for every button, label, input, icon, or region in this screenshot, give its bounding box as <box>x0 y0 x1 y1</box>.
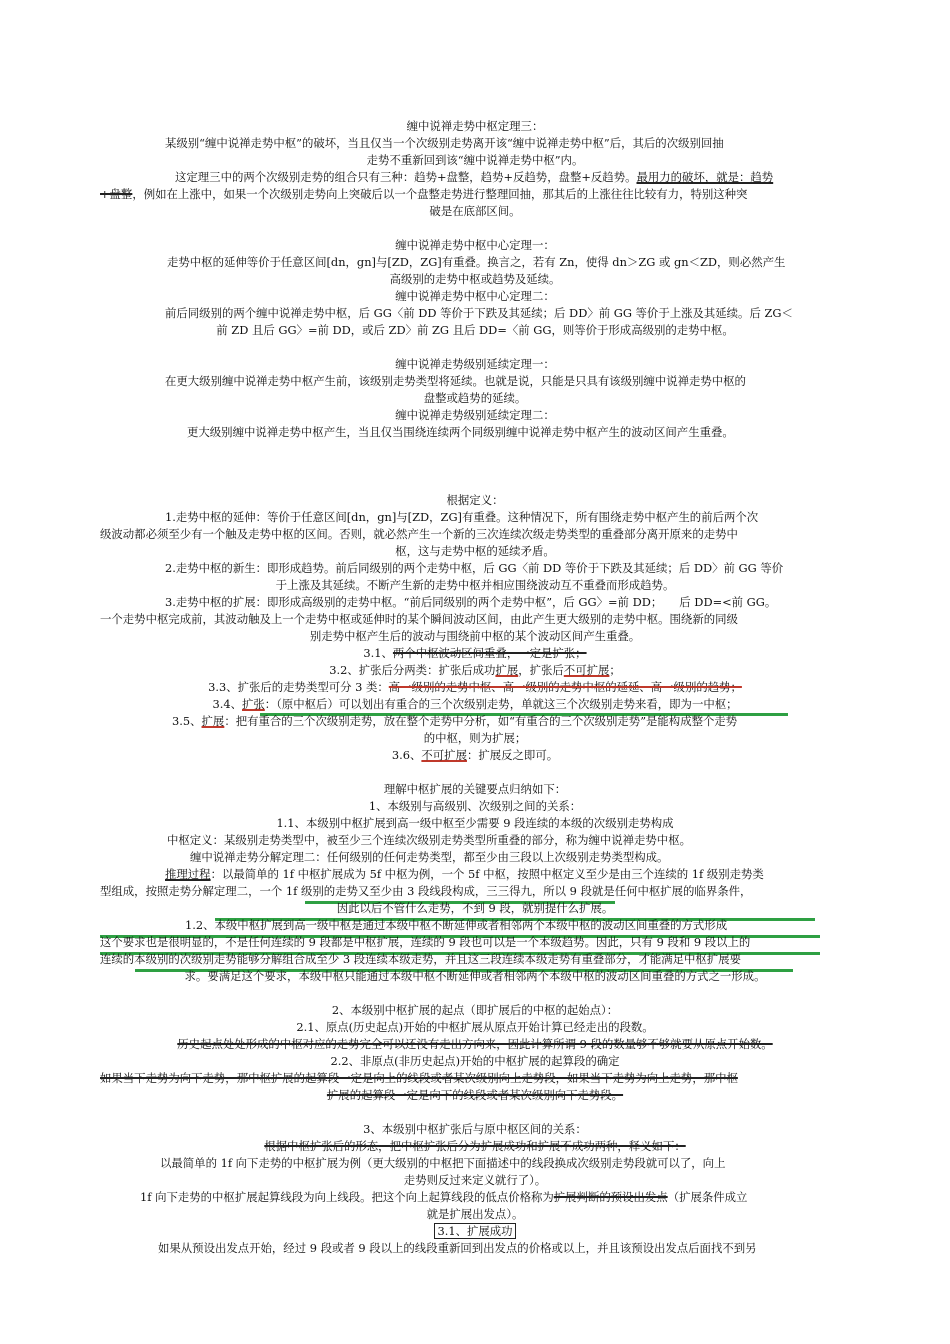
text-run: （扩展条件成立 <box>667 1190 748 1204</box>
heading-theorem-three: 缠中说禅走势中枢定理三： <box>406 119 544 133</box>
paragraph-line: 走势中枢的延伸等价于任意区间[dn，gn]与[ZD，ZG]有重叠。换言之，若有 Zn，使得 dn＞ZG 或 gn＜ZD，则必然产生 <box>167 255 786 269</box>
text-run: 这定理三中的两个次级别走势的组合只有三种：趋势+盘整，趋势+反趋势，盘整+反趋势。 <box>175 170 637 184</box>
paragraph-line: 3.走势中枢的扩展：即形成高级别的走势中枢。“前后同级别的两个走势中枢”，后 GG〉=前 DD； 后 DD=<前 GG。 <box>165 595 777 609</box>
underlined-text: 推理过程 <box>165 867 211 881</box>
paragraph-line: 别走势中枢产生后的波动与围绕前中枢的某个波动区间产生重叠。 <box>309 629 641 643</box>
paragraph-line: 于上涨及其延续。不断产生新的走势中枢并相应围绕波动互不重叠而形成趋势。 <box>275 578 675 592</box>
paragraph-line: 因此以后不管什么走势，不到 9 段，就别提什么扩展。 <box>336 901 614 915</box>
underlined-text: 扩展 <box>495 663 519 677</box>
text-run: ：扩展反之即可。 <box>466 748 559 762</box>
paragraph-line: 更大级别缠中说禅走势中枢产生，当且仅当围绕连续两个同级别缠中说禅走势中枢产生的波动区间产生重叠。 <box>187 425 734 439</box>
paragraph-line: 求。要满足这个要求，本级中枢只能通过本级中枢不断延伸或者相邻两个本级中枢的波动区间重叠的方式之一形成。 <box>184 969 766 983</box>
paragraph-line: 级波动都必须至少有一个触及走势中枢的区间。否则，就必然产生一个新的三次连续次级走势类型的重叠部分离开原来的走势中 <box>100 527 738 541</box>
item-number: 3.5、 <box>172 714 202 728</box>
list-item-3-4 <box>0 696 950 713</box>
paragraph-line: 在更大级别缠中说禅走势中枢产生前，该级别走势类型将延续。也就是说，只能是只具有该级别缠中说禅走势中枢的 <box>165 374 746 388</box>
paragraph-line: 连续的本级别的次级别走势能够分解组合成至少 3 段连续本级走势，并且这三段连续本级走势有重叠部分，才能满足中枢扩展要 <box>100 952 741 966</box>
underlined-text: 扩展 <box>201 714 225 728</box>
struck-text: 两个中枢波动区间重叠，一定是扩张； <box>392 646 587 660</box>
paragraph-line: 缠中说禅走势分解定理二：任何级别的任何走势类型，都至少由三段以上次级别走势类型构成。 <box>190 850 669 864</box>
subheading-3-1 <box>0 1223 950 1240</box>
text-run: ：（原中枢后）可以划出有重合的三个次级别走势，单就这三个次级别走势来看，即为一中枢； <box>264 697 738 711</box>
paragraph-line <box>140 1189 747 1206</box>
paragraph-line: 破是在底部区间。 <box>429 204 521 218</box>
paragraph-line: 走势则反过来定义就行了）。 <box>403 1173 547 1187</box>
subheading-3: 3、本级别中枢扩张后与原中枢区间的关系： <box>363 1122 587 1136</box>
list-item-3-5 <box>172 713 737 730</box>
list-item-2-1: 2.1、原点(历史起点)开始的中枢扩展从原点开始计算已经走出的段数。 <box>296 1020 654 1034</box>
text-run: 3.2、扩张后分两类：扩张后成功 <box>329 663 496 677</box>
paragraph-line <box>175 169 773 186</box>
struck-text: 扩展判断的预设出发点 <box>553 1190 668 1204</box>
list-item-3-3 <box>0 679 950 696</box>
struck-text: 高一级别的走势中枢、高一级别的走势中枢的延延、高一级别的趋势； <box>388 680 742 694</box>
subheading-2: 2、本级别中枢扩展的起点（即扩展后的中枢的起始点）： <box>331 1003 619 1017</box>
item-number: 3.4、 <box>212 697 242 711</box>
paragraph-line: 一个走势中枢完成前，其波动触及上一个走势中枢或延伸时的某个瞬间波动区间，由此产生更大级别的走势中枢。围绕新的同级 <box>100 612 738 626</box>
underlined-text: 不可扩展 <box>563 663 610 677</box>
paragraph-line: 就是扩展出发点）。 <box>426 1207 524 1221</box>
item-number: 3.6、 <box>391 748 422 762</box>
paragraph-line: 以最简单的 1f 向下走势的中枢扩展为例（更大级别的中枢把下面描述中的线段换成次级别走势段就可以了，向上 <box>160 1156 726 1170</box>
list-item-3-1 <box>0 645 950 662</box>
text-run: ，例如在上涨中，如果一个次级别走势向上突破后以一个盘整走势进行整理回抽，那其后的上涨往往比较有力，特别这种突 <box>132 187 748 201</box>
struck-text: +盘整 <box>100 187 133 201</box>
paragraph-line: 高级别的走势中枢或趋势及延续。 <box>389 272 561 286</box>
heading-continuation-theorem-two: 缠中说禅走势级别延续定理二： <box>395 408 555 422</box>
list-item-1-1: 1.1、本级别中枢扩展到高一级中枢至少需要 9 段连续的本级的次级别走势构成 <box>276 816 674 830</box>
paragraph-line: 走势不重新回到该“缠中说禅走势中枢”内。 <box>366 153 584 167</box>
text-run: 3.3、扩张后的走势类型可分 3 类： <box>208 680 389 694</box>
list-item-3-6 <box>0 747 950 764</box>
heading-continuation-theorem-one: 缠中说禅走势级别延续定理一： <box>395 357 555 371</box>
struck-paragraph-line: 扩展的起算段一定是向下的线段或者某次级别向下走势段。 <box>326 1088 624 1102</box>
heading-by-definition: 根据定义： <box>446 493 504 507</box>
paragraph-line: 前后同级别的两个缠中说禅走势中枢，后 GG〈前 DD 等价于下跌及其延续；后 DD〉前 GG 等价于上涨及其延续。后 ZG＜ <box>165 306 793 320</box>
struck-paragraph-line: 如果当下走势为向下走势，那中枢扩展的起算段一定是向上的线段或者某次级别向上走势段，如果当下走势为向上走势，那中枢 <box>100 1071 738 1085</box>
paragraph-line: 盘整或趋势的延续。 <box>423 391 527 405</box>
item-number: 3.1、 <box>363 646 393 660</box>
text-run: ：以最简单的 1f 中枢扩展成为 5f 中枢为例，一个 5f 中枢，按照中枢定义至少是由三个连续的 1f 级别走势类 <box>210 867 764 881</box>
struck-paragraph-line: 历史起点处处形成的中枢对应的走势完全可以还没有走出方向来，因此计算所谓 9 段的数量够不够就要从原点开始数。 <box>177 1037 773 1051</box>
text-run: ，扩张后 <box>518 663 564 677</box>
text-run: ：把有重合的三个次级别走势，放在整个走势中分析，如“有重合的三个次级别走势”是能构成整个走势 <box>224 714 738 728</box>
paragraph-line <box>100 186 747 203</box>
underlined-text: 不可扩展 <box>421 748 467 762</box>
underlined-text: 扩张 <box>242 697 265 711</box>
paragraph-line: 型组成，按照走势分解定理二，一个 1f 级别的走势又至少由 3 段线段构成，三三得九，所以 9 段就是任何中枢扩展的临界条件， <box>100 884 752 898</box>
heading-key-points: 理解中枢扩展的关键要点归纳如下： <box>383 782 567 796</box>
paragraph-line: 这个要求也是很明显的，不是任何连续的 9 段都是中枢扩展，连续的 9 段也可以是一个本级趋势。因此，只有 9 段和 9 段以上的 <box>100 935 751 949</box>
paragraph-line <box>165 866 764 883</box>
paragraph-line: 的中枢，则为扩展； <box>423 731 527 745</box>
heading-center-theorem-one: 缠中说禅走势中枢中心定理一： <box>395 238 555 252</box>
paragraph-line: 枢，这与走势中枢的延续矛盾。 <box>395 544 555 558</box>
boxed-label: 3.1、扩展成功 <box>434 1223 515 1239</box>
list-item-3-2 <box>0 662 950 679</box>
paragraph-line: 1.走势中枢的延伸：等价于任意区间[dn，gn]与[ZD，ZG]有重叠。这种情况下，所有围绕走势中枢产生的前后两个次 <box>165 510 759 524</box>
paragraph-line: 如果从预设出发点开始，经过 9 段或者 9 段以上的线段重新回到出发点的价格或以上，并且该预设出发点后面找不到另 <box>158 1241 757 1255</box>
list-item-1-2: 1.2、本级中枢扩展到高一级中枢是通过本级中枢不断延伸或者相邻两个本级中枢的波动区间重叠的方式形成 <box>185 918 728 932</box>
subheading-1: 1、本级别与高级别、次级别之间的关系： <box>368 799 582 813</box>
struck-paragraph-line: 根据中枢扩张后的形态，把中枢扩张后分为扩展成功和扩展不成功两种，释义如下： <box>264 1139 686 1153</box>
text-run: 1f 向下走势的中枢扩展起算线段为向上线段。把这个向上起算线段的低点价格称为 <box>140 1190 554 1204</box>
list-item-2-2: 2.2、非原点(非历史起点)开始的中枢扩展的起算段的确定 <box>330 1054 620 1068</box>
heading-center-theorem-two: 缠中说禅走势中枢中心定理二： <box>395 289 555 303</box>
paragraph-line: 中枢定义：某级别走势类型中，被至少三个连续次级别走势类型所重叠的部分，称为缠中说禅走势中枢。 <box>167 833 691 847</box>
paragraph-line: 前 ZD 且后 GG〉=前 DD，或后 ZD〉前 ZG 且后 DD=〈前 GG，则等价于形成高级别的走势中枢。 <box>216 323 734 337</box>
paragraph-line: 2.走势中枢的新生：即形成趋势。前后同级别的两个走势中枢，后 GG〈前 DD 等价于下跌及其延续；后 DD〉前 GG 等价 <box>165 561 784 575</box>
underlined-text: 最用力的破坏，就是：趋势 <box>636 170 774 184</box>
text-run: ； <box>609 663 621 677</box>
paragraph-line: 某级别“缠中说禅走势中枢”的破坏，当且仅当一个次级别走势离开该“缠中说禅走势中枢”后，其后的次级别回抽 <box>165 136 724 150</box>
